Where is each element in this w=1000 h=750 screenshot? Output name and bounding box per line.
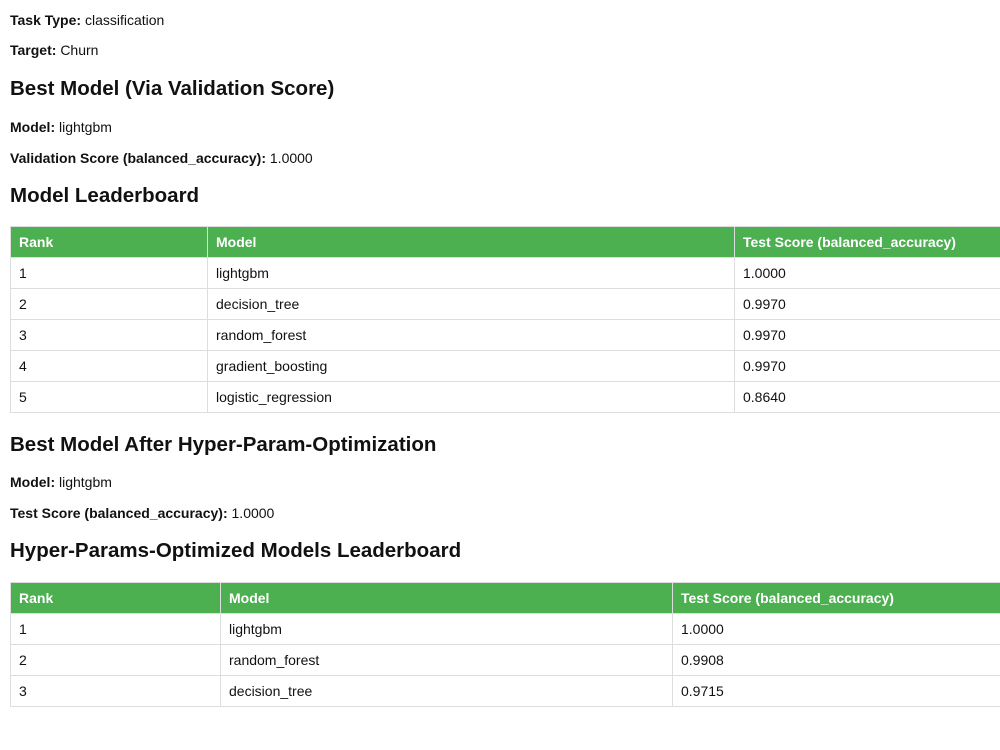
table-row (11, 289, 1000, 320)
table-row (11, 382, 1000, 413)
table-row (11, 258, 1000, 289)
table-row (11, 645, 1000, 676)
hpo-leaderboard-heading: Hyper-Params-Optimized Models Leaderboard (10, 539, 462, 562)
model-cell: random_forest (221, 645, 673, 676)
column-header-model: Model (221, 583, 673, 614)
model-cell: decision_tree (221, 676, 673, 707)
model-cell: lightgbm (208, 258, 735, 289)
table-row (11, 614, 1000, 645)
score-cell: 0.9715 (673, 676, 1000, 707)
best-model-label: Model: (10, 119, 56, 135)
best-hpo-model-line (10, 473, 112, 491)
column-header-test-score: Test Score (balanced_accuracy) (673, 583, 1000, 614)
hpo-test-score-line (10, 504, 274, 522)
column-header-rank: Rank (11, 583, 221, 614)
rank-cell: 3 (11, 676, 221, 707)
target-line (10, 41, 98, 59)
leaderboard-heading: Model Leaderboard (10, 184, 200, 207)
table-row (11, 676, 1000, 707)
best-hpo-model-label: Model: (10, 474, 56, 490)
best-model-heading: Best Model (Via Validation Score) (10, 77, 335, 100)
rank-cell: 3 (11, 320, 208, 351)
validation-score-label: Validation Score (balanced_accuracy): (10, 150, 266, 166)
hpo-leaderboard-header-row (11, 583, 1000, 614)
rank-cell: 4 (11, 351, 208, 382)
score-cell: 0.8640 (735, 382, 1000, 413)
column-header-model: Model (208, 227, 735, 258)
model-cell: random_forest (208, 320, 735, 351)
hpo-leaderboard-table (10, 582, 1000, 707)
target-value: Churn (60, 42, 99, 58)
rank-cell: 1 (11, 258, 208, 289)
best-hpo-model-value: lightgbm (59, 474, 112, 490)
table-row (11, 351, 1000, 382)
hpo-test-score-value: 1.0000 (231, 505, 275, 521)
target-label: Target: (10, 42, 57, 58)
column-header-rank: Rank (11, 227, 208, 258)
score-cell: 0.9970 (735, 351, 1000, 382)
column-header-test-score: Test Score (balanced_accuracy) (735, 227, 1000, 258)
best-hpo-model-heading: Best Model After Hyper-Param-Optimization (10, 433, 437, 456)
validation-score-line (10, 149, 313, 167)
model-cell: decision_tree (208, 289, 735, 320)
hpo-test-score-label: Test Score (balanced_accuracy): (10, 505, 228, 521)
model-cell: lightgbm (221, 614, 673, 645)
model-cell: gradient_boosting (208, 351, 735, 382)
task-type-label: Task Type: (10, 12, 82, 28)
model-cell: logistic_regression (208, 382, 735, 413)
leaderboard-header-row (11, 227, 1000, 258)
validation-score-value: 1.0000 (269, 150, 313, 166)
best-model-value: lightgbm (59, 119, 112, 135)
rank-cell: 1 (11, 614, 221, 645)
task-type-value: classification (84, 12, 165, 28)
rank-cell: 2 (11, 645, 221, 676)
score-cell: 0.9908 (673, 645, 1000, 676)
score-cell: 1.0000 (673, 614, 1000, 645)
best-model-line (10, 118, 112, 136)
task-type-line (10, 11, 164, 29)
rank-cell: 5 (11, 382, 208, 413)
score-cell: 0.9970 (735, 289, 1000, 320)
rank-cell: 2 (11, 289, 208, 320)
leaderboard-table (10, 226, 1000, 413)
table-row (11, 320, 1000, 351)
score-cell: 0.9970 (735, 320, 1000, 351)
score-cell: 1.0000 (735, 258, 1000, 289)
